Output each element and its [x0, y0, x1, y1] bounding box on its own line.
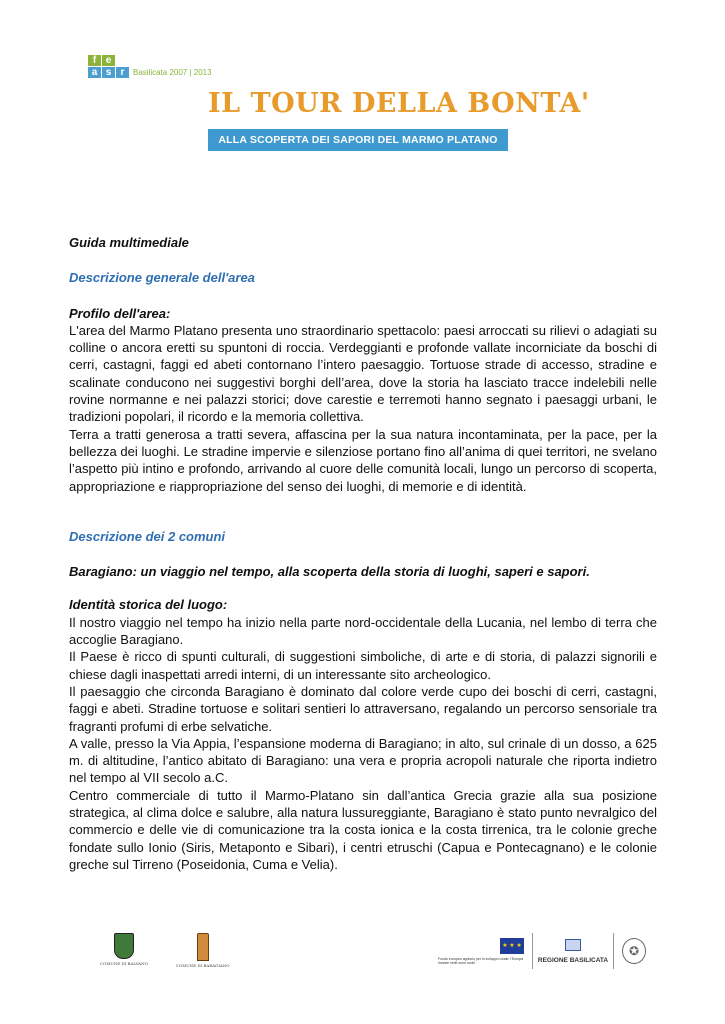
logo-divider: [613, 933, 614, 969]
regione-label: REGIONE BASILICATA: [537, 956, 609, 964]
body-paragraph: Il paesaggio che circonda Baragiano è dominato dal colore verde cupo dei boschi di cerri, castagni, faggi e abeti. Stradine tortuose e solitari sentieri lo attraversano, regalando un percorso sensoriale tra fragranti profumi di erbe selvatiche.: [69, 683, 657, 734]
regione-emblem-icon: [565, 939, 581, 951]
balvano-crest-icon: [114, 933, 134, 959]
baragiano-crest-icon: [197, 933, 209, 961]
document-body: [69, 234, 657, 873]
tour-banner: ALLA SCOPERTA DEI SAPORI DEL MARMO PLATANO: [208, 129, 508, 151]
crest-label: COMUNE DI BALVANO: [100, 961, 148, 966]
feasr-logo: [88, 55, 212, 78]
section-heading-general: Descrizione generale dell'area: [69, 270, 255, 286]
comuni-logos: [100, 933, 230, 968]
feasr-letter: a: [88, 67, 101, 78]
feasr-letter: f: [88, 55, 101, 66]
page-footer: [0, 925, 725, 975]
italian-republic-emblem-icon: ✪: [622, 938, 646, 964]
feasr-spacer: [116, 55, 129, 66]
eu-caption: Fondo europeo agricolo per lo sviluppo rurale: l'Europa investe nelle zone rurali: [438, 956, 524, 965]
regione-logo: [537, 939, 609, 964]
balvano-logo: [100, 933, 148, 968]
body-paragraph: Il nostro viaggio nel tempo ha inizio nella parte nord-occidentale della Lucania, nel lembo di terra che accoglie Baragiano.: [69, 614, 657, 648]
feasr-letter: r: [116, 67, 129, 78]
body-paragraph: Centro commerciale di tutto il Marmo-Platano sin dall’antica Grecia grazie alla sua posizione strategica, al clima dolce e salubre, alla natura lussureggiante, Baragiano è stato punto nevralgico del commercio e delle vie di comunicazione tra la costa ionica e la costa tirrenica, tra le colonie greche fondate sullo Ionio (Siris, Metaponto e Sibari), i centri etruschi (Capua e Pontecagnano) e le colonie greche sul Tirreno (Poseidonia, Cuma e Velia).: [69, 787, 657, 872]
baragiano-logo: [176, 933, 230, 968]
guide-heading: Guida multimediale: [69, 235, 189, 250]
tour-title: IL TOUR DELLA BONTA': [208, 88, 590, 119]
eu-flag-icon: ★ ★ ★: [500, 938, 524, 954]
page-header: [0, 0, 725, 170]
feasr-letter: e: [102, 55, 115, 66]
body-paragraph: A valle, presso la Via Appia, l’espansione moderna di Baragiano; in alto, sul crinale di un dosso, a 625 m. di altitudine, l’antico abitato di Baragiano: una vera e propria acropoli naturale che riporta indietro nel tempo al VII secolo a.C.: [69, 735, 657, 786]
profile-heading: Profilo dell'area:: [69, 305, 171, 321]
section-heading-comuni: Descrizione dei 2 comuni: [69, 528, 226, 544]
identity-heading: Identità storica del luogo:: [69, 597, 228, 613]
institution-logos: [436, 933, 646, 969]
feasr-letter: s: [102, 67, 115, 78]
eu-logo: [436, 938, 524, 965]
body-paragraph: Il Paese è ricco di spunti culturali, di suggestioni simboliche, di arte e di storia, di palazzi signorili e chiese dagli inaspettati arredi interni, di un interessante sito archeologico.: [69, 649, 657, 682]
baragiano-heading: Baragiano: un viaggio nel tempo, alla scoperta della storia di luoghi, saperi e sapori.: [69, 564, 590, 580]
profile-paragraph: L'area del Marmo Platano presenta uno straordinario spettacolo: paesi arroccati su rilievi o adagiati su colline o ancora eretti su spuntoni di roccia. Verdeggianti e profonde vallate incorniciate da boschi di cerri, castagni, faggi ed abeti contornano l’intero paesaggio. Tortuose strade di accesso, stradine e scalinate conducono nei suggestivi borghi dell’area, dove la storia ha lasciato tracce indelebili nelle rovine normanne e nei palazzi storici; dove carestie e terremoti hanno segnato i paesaggi urbani, le tradizioni popolari, il ricordo e la memoria collettiva.: [69, 322, 657, 425]
crest-label: COMUNE DI BARAGIANO: [175, 963, 230, 968]
profile-paragraph: Terra a tratti generosa a tratti severa, affascina per la sua natura incontaminata, per la pace, per la bellezza dei luoghi. Le stradine impervie e silenziose portano fino all’anima di quei territori, ne svelano l’aspetto più intino e profondo, arrivando al cuore delle comunità locali, lungo un percorso di scoperta, appropriazione e riappropriazione del senso dei luoghi, di memorie e di identità.: [69, 426, 657, 494]
logo-divider: [532, 933, 533, 969]
feasr-subtitle: Basilicata 2007 | 2013: [133, 68, 212, 77]
